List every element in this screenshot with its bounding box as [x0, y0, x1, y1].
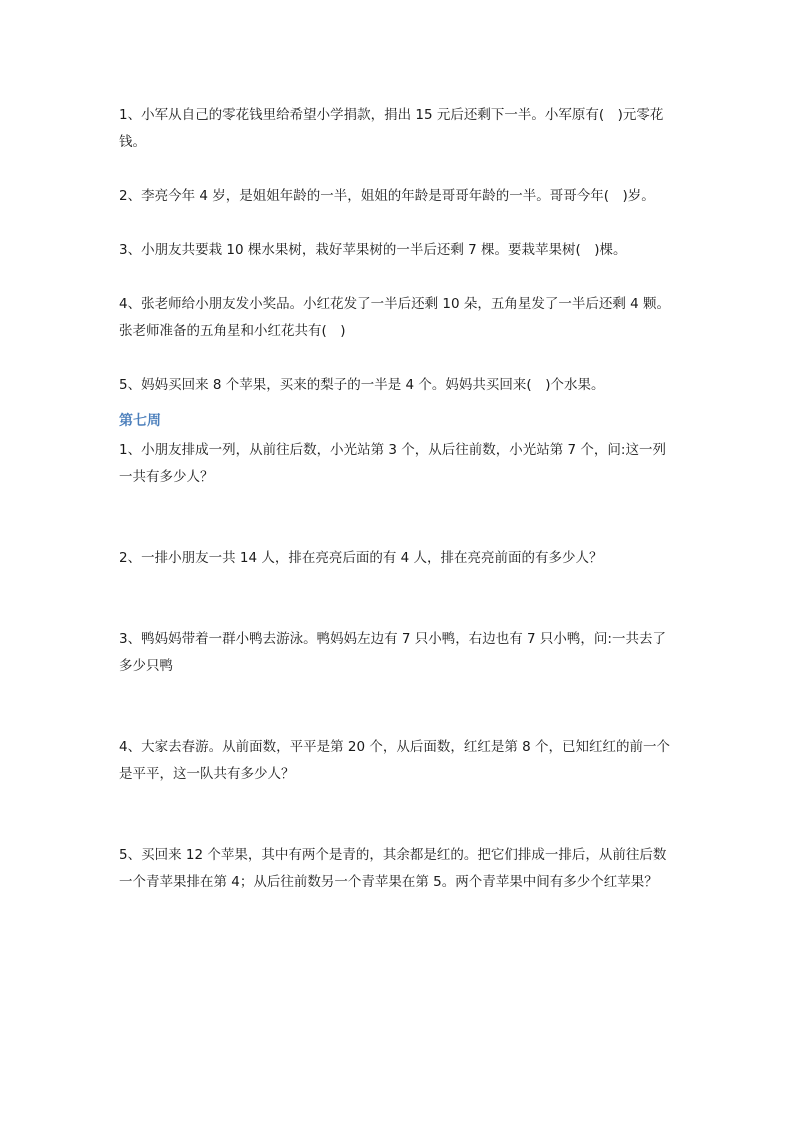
- section-title-week7: 第七周: [119, 413, 161, 429]
- question-2: 2、李亮今年 4 岁，是姐姐年龄的一半，姐姐的年龄是哥哥年龄的一半。哥哥今年( )岁。: [119, 188, 655, 204]
- document-content: [119, 102, 679, 896]
- week7-question-2: 2、一排小朋友一共 14 人，排在亮亮后面的有 4 人，排在亮亮前面的有多少人？: [119, 550, 603, 566]
- question-4: 4、张老师给小朋友发小奖品。小红花发了一半后还剩 10 朵，五角星发了一半后还剩 4 颗。张老师准备的五角星和小红花共有( ): [119, 296, 671, 339]
- week7-question-5: 5、买回来 12 个苹果，其中有两个是青的，其余都是红的。把它们排成一排后，从前往后数一个青苹果排在第 4；从后往前数另一个青苹果在第 5。两个青苹果中间有多少个红苹果？: [119, 847, 667, 890]
- week7-question-4: 4、大家去春游。从前面数，平平是第 20 个，从后面数，红红是第 8 个，已知红红的前一个是平平，这一队共有多少人？: [119, 739, 671, 782]
- week7-question-3: 3、鸭妈妈带着一群小鸭去游泳。鸭妈妈左边有 7 只小鸭，右边也有 7 只小鸭，问:一共去了多少只鸭: [119, 631, 666, 674]
- week7-question-1: 1、小朋友排成一列，从前往后数，小光站第 3 个，从后往前数，小光站第 7 个，问:这一列一共有多少人？: [119, 442, 666, 485]
- question-5: 5、妈妈买回来 8 个苹果，买来的梨子的一半是 4 个。妈妈共买回来( )个水果。: [119, 377, 605, 393]
- question-1: 1、小军从自己的零花钱里给希望小学捐款，捐出 15 元后还剩下一半。小军原有( )元零花钱。: [119, 107, 664, 150]
- question-3: 3、小朋友共要栽 10 棵水果树，栽好苹果树的一半后还剩 7 棵。要栽苹果树( )棵。: [119, 242, 627, 258]
